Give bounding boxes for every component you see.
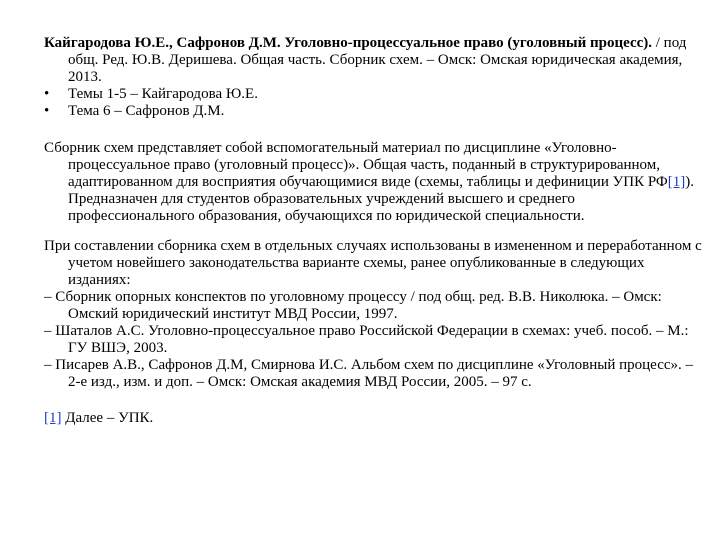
- footnote: [44, 410, 680, 427]
- bullet-text: Темы 1-5 – Кайгародова Ю.Е.: [68, 86, 258, 102]
- bullet-item: [44, 86, 680, 103]
- footnote-backlink[interactable]: [1]: [44, 410, 62, 426]
- citation-header: [44, 35, 704, 86]
- bullet-marker: •: [44, 86, 50, 102]
- bullet-item: [44, 103, 680, 120]
- intro-text-start: Сборник схем представляет собой вспомогательный материал по дисциплине «Уголовно-процессуальное право (уголовный процесс)». Общая часть, поданный в структурированном, адаптированном для восприятия обучающимися виде (схемы, таблицы и дефиниции УПК РФ: [44, 140, 668, 190]
- bullet-list: [44, 86, 680, 120]
- citation-details: / под общ. Ред. Ю.В. Деришева. Общая часть. Сборник схем. – Омск: Омская юридическая академия, 2013.: [68, 35, 687, 85]
- intro-paragraph: [44, 140, 704, 225]
- sources-paragraph: [44, 238, 704, 391]
- footnote-text: Далее – УПК.: [61, 410, 154, 426]
- source-item: – Писарев А.В., Сафронов Д.М, Смирнова И.С. Альбом схем по дисциплине «Уголовный процесс». – 2-е изд., изм. и доп. – Омск: Омская академия МВД России, 2005. – 97 с.: [44, 357, 694, 390]
- source-item: – Шаталов А.С. Уголовно-процессуальное право Российской Федерации в схемах: учеб. пособ. – М.: ГУ ВШЭ, 2003.: [44, 323, 689, 356]
- bullet-marker: •: [44, 103, 50, 119]
- bullet-text: Тема 6 – Сафронов Д.М.: [68, 103, 225, 119]
- source-item: – Сборник опорных конспектов по уголовному процессу / под общ. ред. В.В. Николюка. – Омск: Омский юридический институт МВД России, 1997.: [44, 289, 662, 322]
- intro-text-end: ). Предназначен для студентов образовательных учреждений высшего и среднего профессионального образования, обучающихся по юридической специальности.: [68, 174, 695, 224]
- sources-intro: При составлении сборника схем в отдельных случаях использованы в измененном и переработанном с учетом новейшего законодательства варианте схемы, ранее опубликованные в следующих изданиях:: [44, 238, 702, 288]
- footnote-ref-link[interactable]: [1]: [667, 174, 686, 190]
- authors-title: Кайгародова Ю.Е., Сафронов Д.М. Уголовно-процессуальное право (уголовный процесс).: [44, 35, 653, 51]
